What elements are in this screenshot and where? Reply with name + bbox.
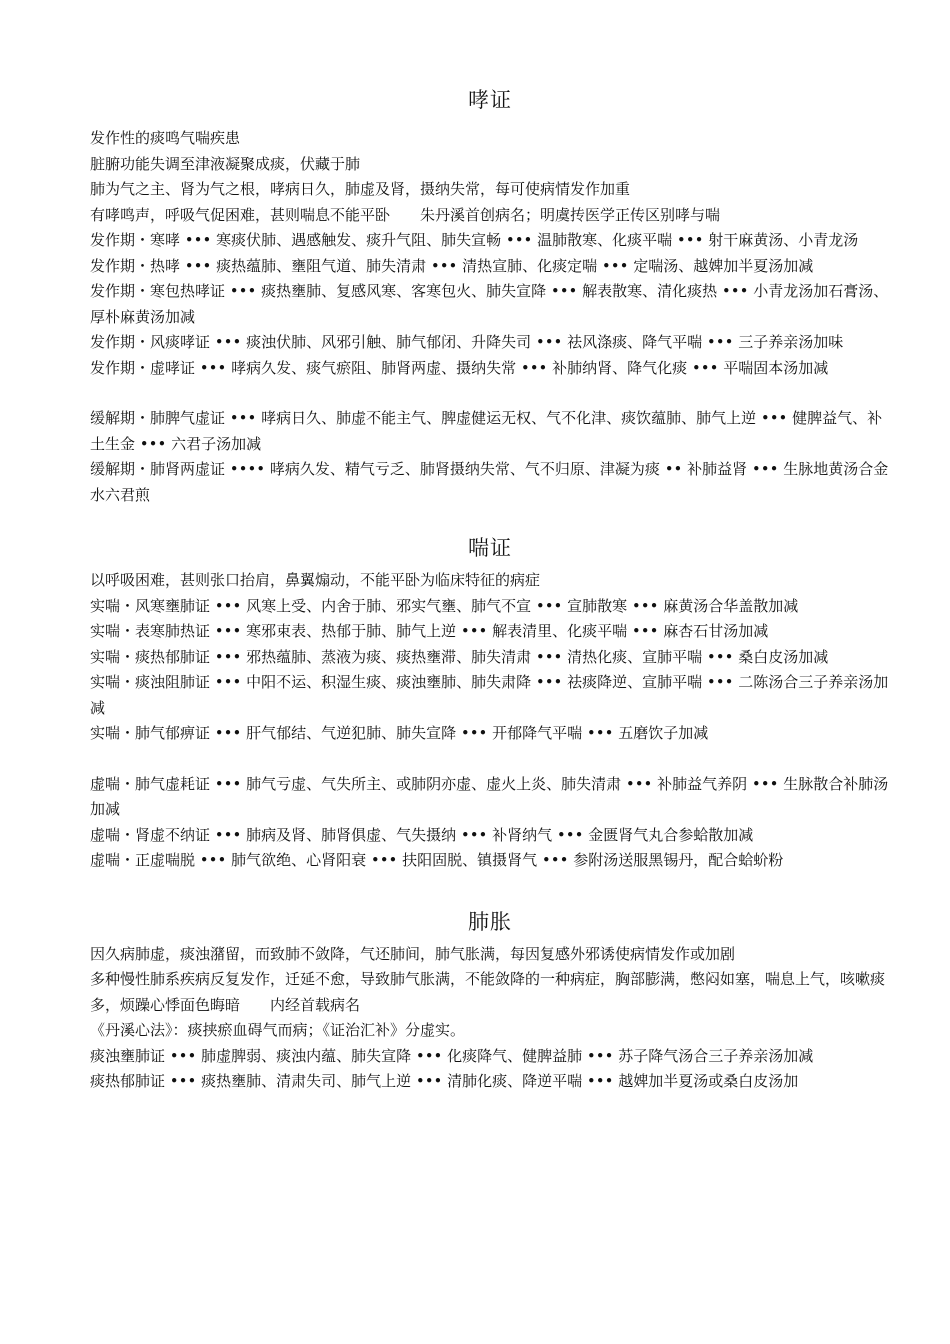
section-xiao-zheng [90, 80, 890, 508]
paragraph: 虚喘・肾虚不纳证 ••• 肺病及肾、肺肾俱虚、气失摄纳 ••• 补肾纳气 ••• 金匮肾气丸合参蛤散加减 [90, 825, 754, 844]
section-chuan-zheng [90, 528, 890, 874]
paragraph: 虚喘・正虚喘脱 ••• 肺气欲绝、心肾阳衰 ••• 扶阳固脱、镇摄肾气 ••• 参附汤送服黑锡丹，配合蛤蚧粉 [90, 851, 784, 869]
paragraph: 发作期・寒哮 ••• 寒痰伏肺、遇感触发、痰升气阻、肺失宣畅 ••• 温肺散寒、化痰平喘 ••• 射干麻黄汤、小青龙汤 [90, 231, 859, 249]
paragraph: 肺为气之主、肾为气之根，哮病日久，肺虚及肾，摄纳失常，每可使病情发作加重 [90, 180, 631, 198]
paragraph: 痰浊壅肺证 ••• 肺虚脾弱、痰浊内蕴、肺失宣降 ••• 化痰降气、健脾益肺 ••• 苏子降气汤合三子养亲汤加减 [90, 1046, 814, 1065]
paragraph: 缓解期・肺肾两虚证 •••• 哮病久发、精气亏乏、肺肾摄纳失常、气不归原、津凝为痰 •• 补肺益肾 ••• 生脉地黄汤合金水六君煎 [90, 460, 889, 504]
paragraph: 脏腑功能失调至津液凝聚成痰，伏藏于肺 [90, 154, 361, 173]
section-title: 哮证 [468, 88, 512, 112]
section-title: 肺胀 [468, 909, 512, 934]
paragraph: 实喘・表寒肺热证 ••• 寒邪束表、热郁于肺、肺气上逆 ••• 解表清里、化痰平喘 ••• 麻杏石甘汤加减 [90, 622, 769, 640]
paragraph: 发作期・寒包热哮证 ••• 痰热壅肺、复感风寒、客寒包火、肺失宣降 ••• 解表散寒、清化痰热 ••• 小青龙汤加石膏汤、厚朴麻黄汤加减 [90, 282, 889, 326]
paragraph: 缓解期・肺脾气虚证 ••• 哮病日久、肺虚不能主气、脾虚健运无权、气不化津、痰饮蕴肺、肺气上逆 ••• 健脾益气、补土生金 ••• 六君子汤加减 [90, 409, 883, 453]
section-title: 喘证 [468, 536, 512, 560]
paragraph: 虚喘・肺气虚耗证 ••• 肺气亏虚、气失所主、或肺阴亦虚、虚火上炎、肺失清肃 ••• 补肺益气养阴 ••• 生脉散合补肺汤加减 [90, 774, 889, 818]
paragraph: 发作性的痰鸣气喘疾患 [90, 129, 241, 147]
paragraph: 实喘・肺气郁痹证 ••• 肝气郁结、气逆犯肺、肺失宣降 ••• 开郁降气平喘 ••• 五磨饮子加减 [90, 724, 709, 742]
blank-line [90, 747, 890, 772]
paragraph: 发作期・风痰哮证 ••• 痰浊伏肺、风邪引触、肺气郁闭、升降失司 ••• 祛风涤痰、降气平喘 ••• 三子养亲汤加味 [90, 333, 844, 351]
document-page [90, 80, 890, 1095]
paragraph: 以呼吸困难，甚则张口抬肩，鼻翼煽动，不能平卧为临床特征的病症 [90, 571, 541, 589]
paragraph: 《丹溪心法》：痰挟瘀血碍气而病；《证治汇补》分虚实。 [90, 1021, 466, 1039]
paragraph: 发作期・虚哮证 ••• 哮病久发、痰气瘀阻、肺肾两虚、摄纳失常 ••• 补肺纳肾、降气化痰 ••• 平喘固本汤加减 [90, 358, 829, 377]
paragraph: 发作期・热哮 ••• 痰热蕴肺、壅阻气道、肺失清肃 ••• 清热宣肺、化痰定喘 ••• 定喘汤、越婢加半夏汤加减 [90, 256, 814, 275]
paragraph: 多种慢性肺系疾病反复发作，迁延不愈，导致肺气胀满，不能敛降的一种病症，胸部膨满，憋闷如塞，喘息上气，咳嗽痰多，烦躁心悸面色晦暗 内经首载病名 [90, 970, 886, 1014]
paragraph: 实喘・风寒壅肺证 ••• 风寒上受、内舍于肺、邪实气壅、肺气不宣 ••• 宣肺散寒 ••• 麻黄汤合华盖散加减 [90, 596, 799, 615]
paragraph: 实喘・痰热郁肺证 ••• 邪热蕴肺、蒸液为痰、痰热壅滞、肺失清肃 ••• 清热化痰、宣肺平喘 ••• 桑白皮汤加减 [90, 647, 829, 666]
blank-line [90, 381, 890, 406]
paragraph: 因久病肺虚，痰浊潴留，而致肺不敛降，气还肺间，肺气胀满，每因复感外邪诱使病情发作或加剧 [90, 944, 736, 963]
paragraph: 实喘・痰浊阻肺证 ••• 中阳不运、积湿生痰、痰浊壅肺、肺失肃降 ••• 祛痰降逆、宣肺平喘 ••• 二陈汤合三子养亲汤加减 [90, 673, 889, 717]
section-fei-zhang [90, 902, 890, 1095]
paragraph: 痰热郁肺证 ••• 痰热壅肺、清肃失司、肺气上逆 ••• 清肺化痰、降逆平喘 ••• 越婢加半夏汤或桑白皮汤加 [90, 1072, 799, 1090]
paragraph: 有哮鸣声，呼吸气促困难，甚则喘息不能平卧 朱丹溪首创病名；明虞抟医学正传区别哮与喘 [90, 205, 721, 224]
